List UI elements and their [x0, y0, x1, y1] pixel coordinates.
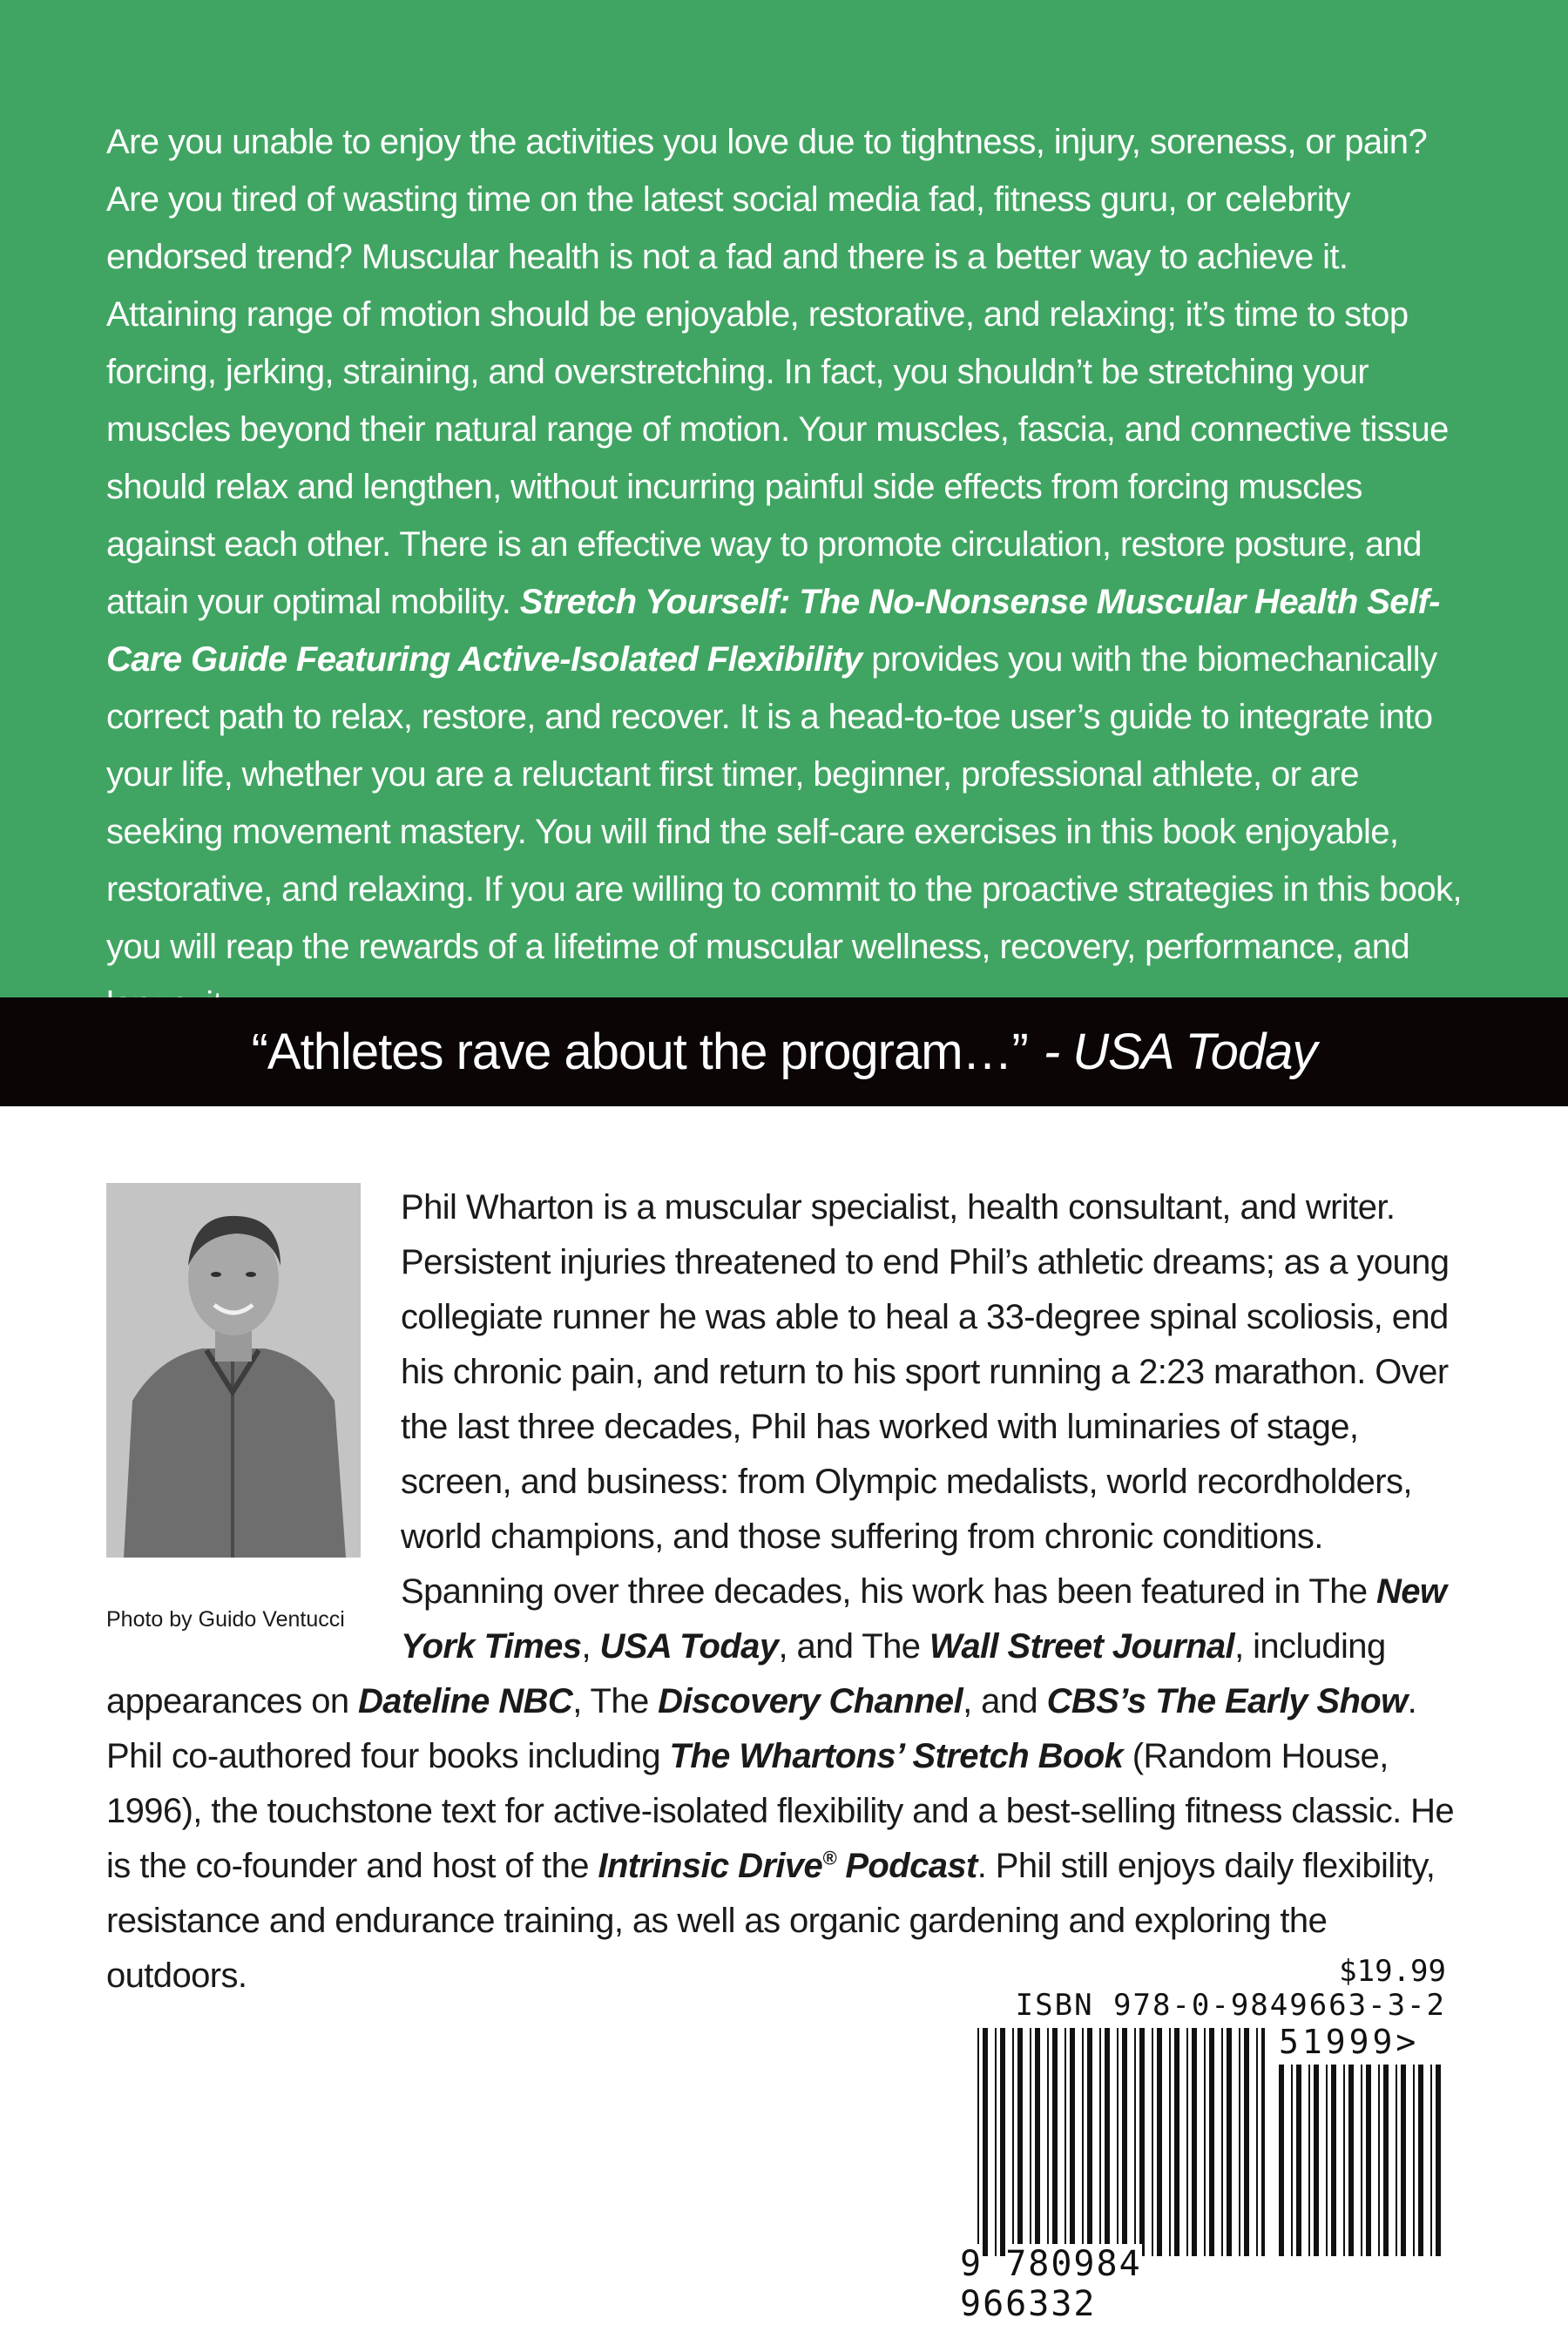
barcode-bar [1122, 2028, 1127, 2256]
barcode-bar [1418, 2065, 1423, 2256]
barcode-bar [1361, 2065, 1362, 2256]
barcode-bar [1256, 2028, 1258, 2256]
price-addon-code: 51999> [1279, 2023, 1420, 2061]
publication-name: USA Today [599, 1627, 779, 1666]
barcode-bar [1047, 2028, 1049, 2256]
barcode-bar [1035, 2028, 1040, 2256]
publication-name: Dateline NBC [358, 1682, 573, 1720]
barcode-bar [1157, 2028, 1162, 2256]
price: $19.99 [1339, 1954, 1446, 1989]
blurb-section [0, 0, 1568, 997]
barcode-bar [1239, 2028, 1240, 2256]
barcode-bar [1099, 2028, 1101, 2256]
isbn-number: ISBN 978-0-9849663-3-2 [1015, 1988, 1446, 2023]
publication-name: Wall Street Journal [929, 1627, 1235, 1666]
barcode-bar [1152, 2028, 1153, 2256]
barcode-bar [1209, 2028, 1214, 2256]
barcode-bar [1314, 2065, 1319, 2256]
barcode-bar [1430, 2065, 1432, 2256]
barcode-bar [1030, 2028, 1031, 2256]
press-quote: “Athletes rave about the program…” [251, 1024, 1028, 1080]
barcode-bar [1204, 2028, 1206, 2256]
barcode-bar [1087, 2028, 1092, 2256]
price-addon-barcode [1279, 2065, 1444, 2256]
press-quote-source: - USA Today [1043, 1024, 1317, 1080]
barcode-bar [1436, 2065, 1441, 2256]
book-description [106, 113, 1465, 1033]
publication-name: New York Times [401, 1572, 1447, 1666]
barcode-bar [1186, 2028, 1188, 2256]
barcode-bar [1070, 2028, 1075, 2256]
barcode-bar [1244, 2028, 1249, 2256]
publication-name: Discovery Channel [658, 1682, 963, 1720]
barcode-bar [983, 2028, 988, 2256]
barcode-bar [1052, 2028, 1058, 2256]
barcode-bar [1331, 2065, 1336, 2256]
barcode-bar [1139, 2028, 1145, 2256]
press-quote-band [0, 997, 1568, 1106]
photo-credit: Photo by Guido Ventucci [106, 1607, 345, 1632]
description-intro: Are you unable to enjoy the activities you love due to tightness, injury, soreness, or pain? Are you tired of wasting time on the latest social media fad, fitness guru, or celebrity endorsed trend? Muscular health is not a fad and there is a better way to achieve it. Attaining range of motion should be enjoyable, restorative, and relaxing; it’s time to stop forcing, jerking, straining, and overstretching. In fact, you shouldn’t be stretching your muscles beyond their natural range of motion. Your muscles, fascia, and connective tissue should relax and lengthen, without incurring painful side effects from forcing muscles against each other. There is an effective way to promote circulation, restore posture, and attain your optimal mobility. [106, 123, 1449, 621]
barcode-bar [1279, 2065, 1284, 2256]
podcast-name: Intrinsic Drive® Podcast [598, 1847, 977, 1885]
barcode-bar [1082, 2028, 1084, 2256]
registered-mark: ® [822, 1847, 836, 1869]
barcode-bar [1174, 2028, 1179, 2256]
barcode-bar [1396, 2065, 1397, 2256]
barcode-bar [1401, 2065, 1406, 2256]
barcode-bar [1383, 2065, 1389, 2256]
barcode-bar [1012, 2028, 1014, 2256]
barcode-bar [1192, 2028, 1197, 2256]
barcode-bar [1291, 2065, 1293, 2256]
barcode-bar [1261, 2028, 1265, 2256]
book-name: The Whartons’ Stretch Book [669, 1737, 1124, 1775]
barcode-bar [1221, 2028, 1223, 2256]
barcode-bar [1296, 2065, 1301, 2256]
barcode-bar [1227, 2028, 1232, 2256]
barcode-bar [995, 2028, 997, 2256]
barcode-bar [1117, 2028, 1119, 2256]
barcode-bar [1105, 2028, 1110, 2256]
book-title: Stretch Yourself: The No-Nonsense Muscular Health Self-Care Guide Featuring Active-Isolated Flexibility [106, 583, 1440, 679]
barcode-digits: 9 780984 966332 [960, 2244, 1142, 2324]
barcode-bar [1000, 2028, 1005, 2256]
barcode-bar [1348, 2065, 1354, 2256]
isbn-barcode [977, 2028, 1265, 2256]
publication-name: CBS’s The Early Show [1046, 1682, 1408, 1720]
barcode-bar [1308, 2065, 1310, 2256]
barcode-bar [1378, 2065, 1380, 2256]
barcode-bar [1017, 2028, 1023, 2256]
barcode-bar [1366, 2065, 1371, 2256]
barcode-bar [1326, 2065, 1328, 2256]
barcode-bar [1413, 2065, 1415, 2256]
barcode-bar [977, 2028, 979, 2256]
barcode-bar [1134, 2028, 1136, 2256]
barcode-bar [1343, 2065, 1345, 2256]
barcode-bar [1064, 2028, 1066, 2256]
barcode-bar [1169, 2028, 1171, 2256]
description-rest: provides you with the biomechanically correct path to relax, restore, and recover. It is a head-to-toe user’s guide to integrate into your life, whether you are a reluctant first timer, beginner, professional athlete, or are seeking movement mastery. You will find the self-care exercises in this book enjoyable, restorative, and relaxing. If you are willing to commit to the proactive strategies in this book, you will reap the rewards of a lifetime of muscular wellness, recovery, performance, and [106, 640, 1462, 966]
author-bio: Phil Wharton is a muscular specialist, health consultant, and writer. Persistent injuries threatened to end Phil’s athletic dreams; as a young collegiate runner he was able to heal a 33-degree spinal scoliosis, end his chronic pain, and return to his sport running a 2:23 marathon. Over the last three decades, Phil has worked with luminaries of stage, screen, and business: from Olympic medalists, world recordholders, world champions, and those suffering from chronic conditions. Spanning over three decades, his work has been featured in The New York Times, USA Today, and The Wall Street Journal, including appearances on Dateline NBC, The Discovery Channel, and CBS’s The Early Show. Phil co-authored four books including The Whartons’ Stretch Book (Random House, 1996), the touchstone text for active-isolated flexibility and a best-selling fitness classic. He is the co-founder and host of the Intrinsic Drive® Podcast. Phil still enjoys daily flexibility, resistance and endurance training, as well as organic gardening and exploring the outdoors. [106, 1188, 1455, 1995]
